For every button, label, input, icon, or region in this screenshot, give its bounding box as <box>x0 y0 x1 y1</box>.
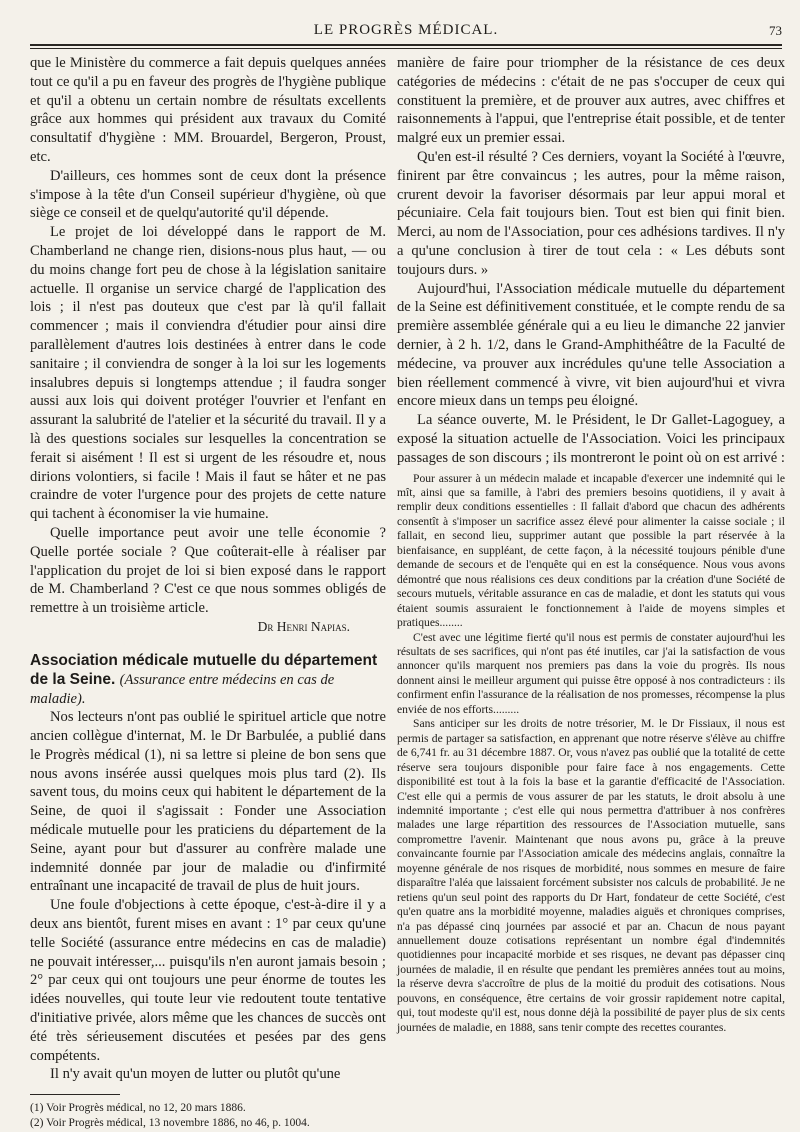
paragraph: Quelle importance peut avoir une telle économie ? Quelle portée sociale ? Que coûterait-elle à réaliser par l'application du projet de loi si bien exposé dans le rapport de M. Chamberland ? C'est ce que nous sommes obligés de remettre à un troisième article. <box>30 524 386 617</box>
quote-paragraph: Sans anticiper sur les droits de notre trésorier, M. le Dr Fissiaux, il nous est permis de partager sa satisfaction, en apprenant que notre réserve s'élève au chiffre de 6,741 fr. au 31 décembre 1887. Or, vous n'avez pas oublié que la totalité de cette réserve sera toujours disponible pour faire face à nos engagements. Cette disponibilité est tout à la fois la base et la garantie d'efficacité de l'Association. C'est elle qui a permis de vous assurer de par les statuts, le droit absolu à une indemnité importante ; c'est elle qui nous permettra d'attribuer à nos confrères malades une large répartition des ressources de l'Association mutuelle, sans compromettre l'avenir. Maintenant que nous avons pu, grâce à la preuve convaincante fournie par l'Association amicale des médecins anglais, connaître la moyenne générale de nos risques de morbidité, nous sommes en mesure de faire disparaître l'aléa que laissaient forcément subsister nos calculs de probabilité. Je ne retiens qu'un seul point des rapports du Dr Hart, fondateur de cette Société, c'est qu'en quatre ans la morbidité moyenne, maladies aiguës et chroniques comprises, n'a pas dépassé cinq journées par associé et par an. Chacun de nous payant annuellement douze cotisations représentant un nombre égal d'indemnités quotidiennes pour incapacité morbide et ses risques, ne devant pas dépasser cinq journées de maladie, il en résulte que pendant les premières années tout au moins, la réserve devra s'accroître de plus de la moitié du produit des cotisations. Nous pouvons, en conséquence, être certains de voir grossir rapidement notre capital, qui, tout modeste qu'il est, nous donne déjà la possibilité de payer plus de six cents journées de maladie, en 1888, sans tenir compte des recettes courantes. <box>397 717 785 1034</box>
paragraph: La séance ouverte, M. le Président, le Dr Gallet-Lagoguey, a exposé la situation actuelle de l'Association. Voici les principaux passages de son discours ; ils montreront le point où on est arrivé : <box>397 412 785 466</box>
paragraph: manière de faire pour triompher de la résistance de ces deux catégories de médecins : c'était de ne pas s'occuper de ceux qui constituent la première, et de prouver aux autres, avec chiffres et raisonnements à l'appui, que l'entreprise était possible, et de tenter malgré eux un premier essai. <box>397 55 785 147</box>
footnote: (2) Voir Progrès médical, 13 novembre 1886, no 46, p. 1004. <box>30 1117 310 1130</box>
quote-paragraph: C'est avec une légitime fierté qu'il nous est permis de constater aujourd'hui les résultats de ses sacrifices, qui n'ont pas été inutiles, car j'ai la satisfaction de vous annoncer qu'ils marquent nos premiers pas dans la voie du progrès. Ils nous donnent ainsi le meilleur argument qui puisse être opposé à nos contradicteurs : ils confirment enfin l'assurance de la réalisation de nos promesses, récompense la plus enviée de nos efforts......... <box>397 630 785 716</box>
page-number: 73 <box>769 23 782 38</box>
paragraph: Nos lecteurs n'ont pas oublié le spirituel article que notre ancien collègue d'internat, M. le Dr Barbulée, a publié dans le Progrès médical (1), ni sa lettre si pleine de bon sens que nous avons insérée aussi quelques mois plus tard (2). Ils savent tous, du moins ceux qui habitent le département de la Seine, de quoi il s'agissait : Fonder une Association médicale mutuelle pour les praticiens du département de la Seine, ayant pour but d'assurer au confrère malade une indemnité donnée par jour de maladie ou d'infirmité entraînant une incapacité de travail de plus de huit jours. <box>30 709 386 895</box>
header-rule-thin <box>30 48 782 49</box>
paragraph: Qu'en est-il résulté ? Ces derniers, voyant la Société à l'œuvre, finirent par être convaincus ; les autres, pour la même raison, crurent devoir la favoriser désormais par leur appui moral et pécuniaire. Cela fait toujours bien. Tout est bien qui finit bien. Merci, au nom de l'Association, pour ces adhésions tardives. Il n'y a qu'une conclusion à tirer de tout cela : « Les débuts sont toujours durs. » <box>397 148 785 278</box>
quoted-speech <box>397 472 785 1036</box>
paragraph: Il n'y avait qu'un moyen de lutter ou plutôt qu'une <box>50 1066 341 1083</box>
footnote: (1) Voir Progrès médical, no 12, 20 mars 1886. <box>30 1102 246 1115</box>
section-heading <box>30 652 386 708</box>
quote-paragraph: Pour assurer à un médecin malade et incapable d'exercer une indemnité qui le mît, ainsi que sa famille, à l'abri des premiers besoins quotidiens, il y avait à remplir deux conditions essentielles : Il fallait d'abord que chacun des adhérents consentît à s'imposer un sacrifice assez élevé pour alimenter la caisse sociale ; il fallait, en second lieu, supprimer autant que possible la part réservée à la bienfaisance, en suppléant, de cette façon, à la nécessité toujours pénible d'une demande de secours et de l'enquête qui en est la conséquence. Nous vous avons démontré que nous réalisions ces deux conditions par la création d'une Société de secours mutuels, véritable assurance en cas de maladie, et dont les statuts qui vous étaient soumis assuraient le fonctionnement à l'aide de moyens simples et pratiques........ <box>397 471 785 630</box>
header-rule-thick <box>30 44 782 46</box>
section-subtitle: (Assurance entre médecins en cas de maladie). <box>30 671 335 707</box>
right-column <box>397 54 785 1094</box>
paragraph: D'ailleurs, ces hommes sont de ceux dont la présence s'impose à la tête d'un Conseil supérieur d'hygiène, où que siège ce conseil et de quelqu'autorité qu'il dépende. <box>30 167 386 222</box>
paragraph: Le projet de loi développé dans le rapport de M. Chamberland ne change rien, disions-nous plus haut, — ou du moins change fort peu de chose à la législation sanitaire actuelle. Il organise un service chargé de l'application des lois ; il n'est pas douteux que c'est par là qu'il fallait commencer ; mais il conviendra d'étudier pour ainsi dire parallèlement d'autres lois destinées à entrer dans le code sanitaire ; il conviendra de songer à la loi sur les logements insalubres depuis si longtemps attendue ; il faudra songer aussi aux lois qui doivent protéger l'ouvrier et l'enfant en assurant la salubrité de l'atelier et la sécurité du travail. Il y a là des questions sociales sur lesquelles la concentration se ferait si aisément ! Il est si urgent de les résoudre et, nous dirions volontiers, si facile ! Mais il faut se hâter et ne pas craindre de voter l'urgence pour des projets de cette nature qui tachent à économiser la vie humaine. <box>30 224 386 523</box>
paragraph: Une foule d'objections à cette époque, c'est-à-dire il y a deux ans bientôt, furent mises en avant : 1° par ceux qu'une telle Société (assurance entre médecins en cas de maladie) ne pouvait intéresser,... puisqu'ils n'en auront jamais besoin ; 2° par ceux qui ont toujours une peur énorme de toutes les idées nouvelles, qui toute leur vie redoutent toute tentative d'initiative privée, alors même que les chances de succès ont été très sérieusement discutées et pesées par des gens compétents. <box>30 897 386 1064</box>
left-column <box>30 54 386 1130</box>
journal-title: LE PROGRÈS MÉDICAL. <box>313 22 499 38</box>
paragraph: Aujourd'hui, l'Association médicale mutuelle du département de la Seine est définitivement constituée, et le compte rendu de sa première assemblée générale qui a eu lieu le dimanche 22 janvier dernier, à 2 h. 1/2, dans le Grand-Amphithéâtre de la Faculté de médecine, va prouver aux incrédules qu'une telle Association a bien réellement commencé à vivre, vit bien aujourd'hui et vivra encore mieux dans un temps peu éloigné. <box>397 280 785 410</box>
footnote-rule <box>30 1094 120 1095</box>
page-header <box>30 20 782 44</box>
section-title: Association médicale mutuelle du département de la Seine. <box>30 651 378 688</box>
author-signature: Dr Henri Napias. <box>257 618 350 634</box>
paragraph: que le Ministère du commerce a fait depuis quelques années tout ce qu'il a pu en faveur des progrès de l'hygiène publique et qu'il a obtenu un certain nombre de résultats excellents grâce aux hommes qui président aux travaux du Comité consultatif d'hygiène : MM. Brouardel, Bergeron, Proust, etc. <box>30 55 386 165</box>
